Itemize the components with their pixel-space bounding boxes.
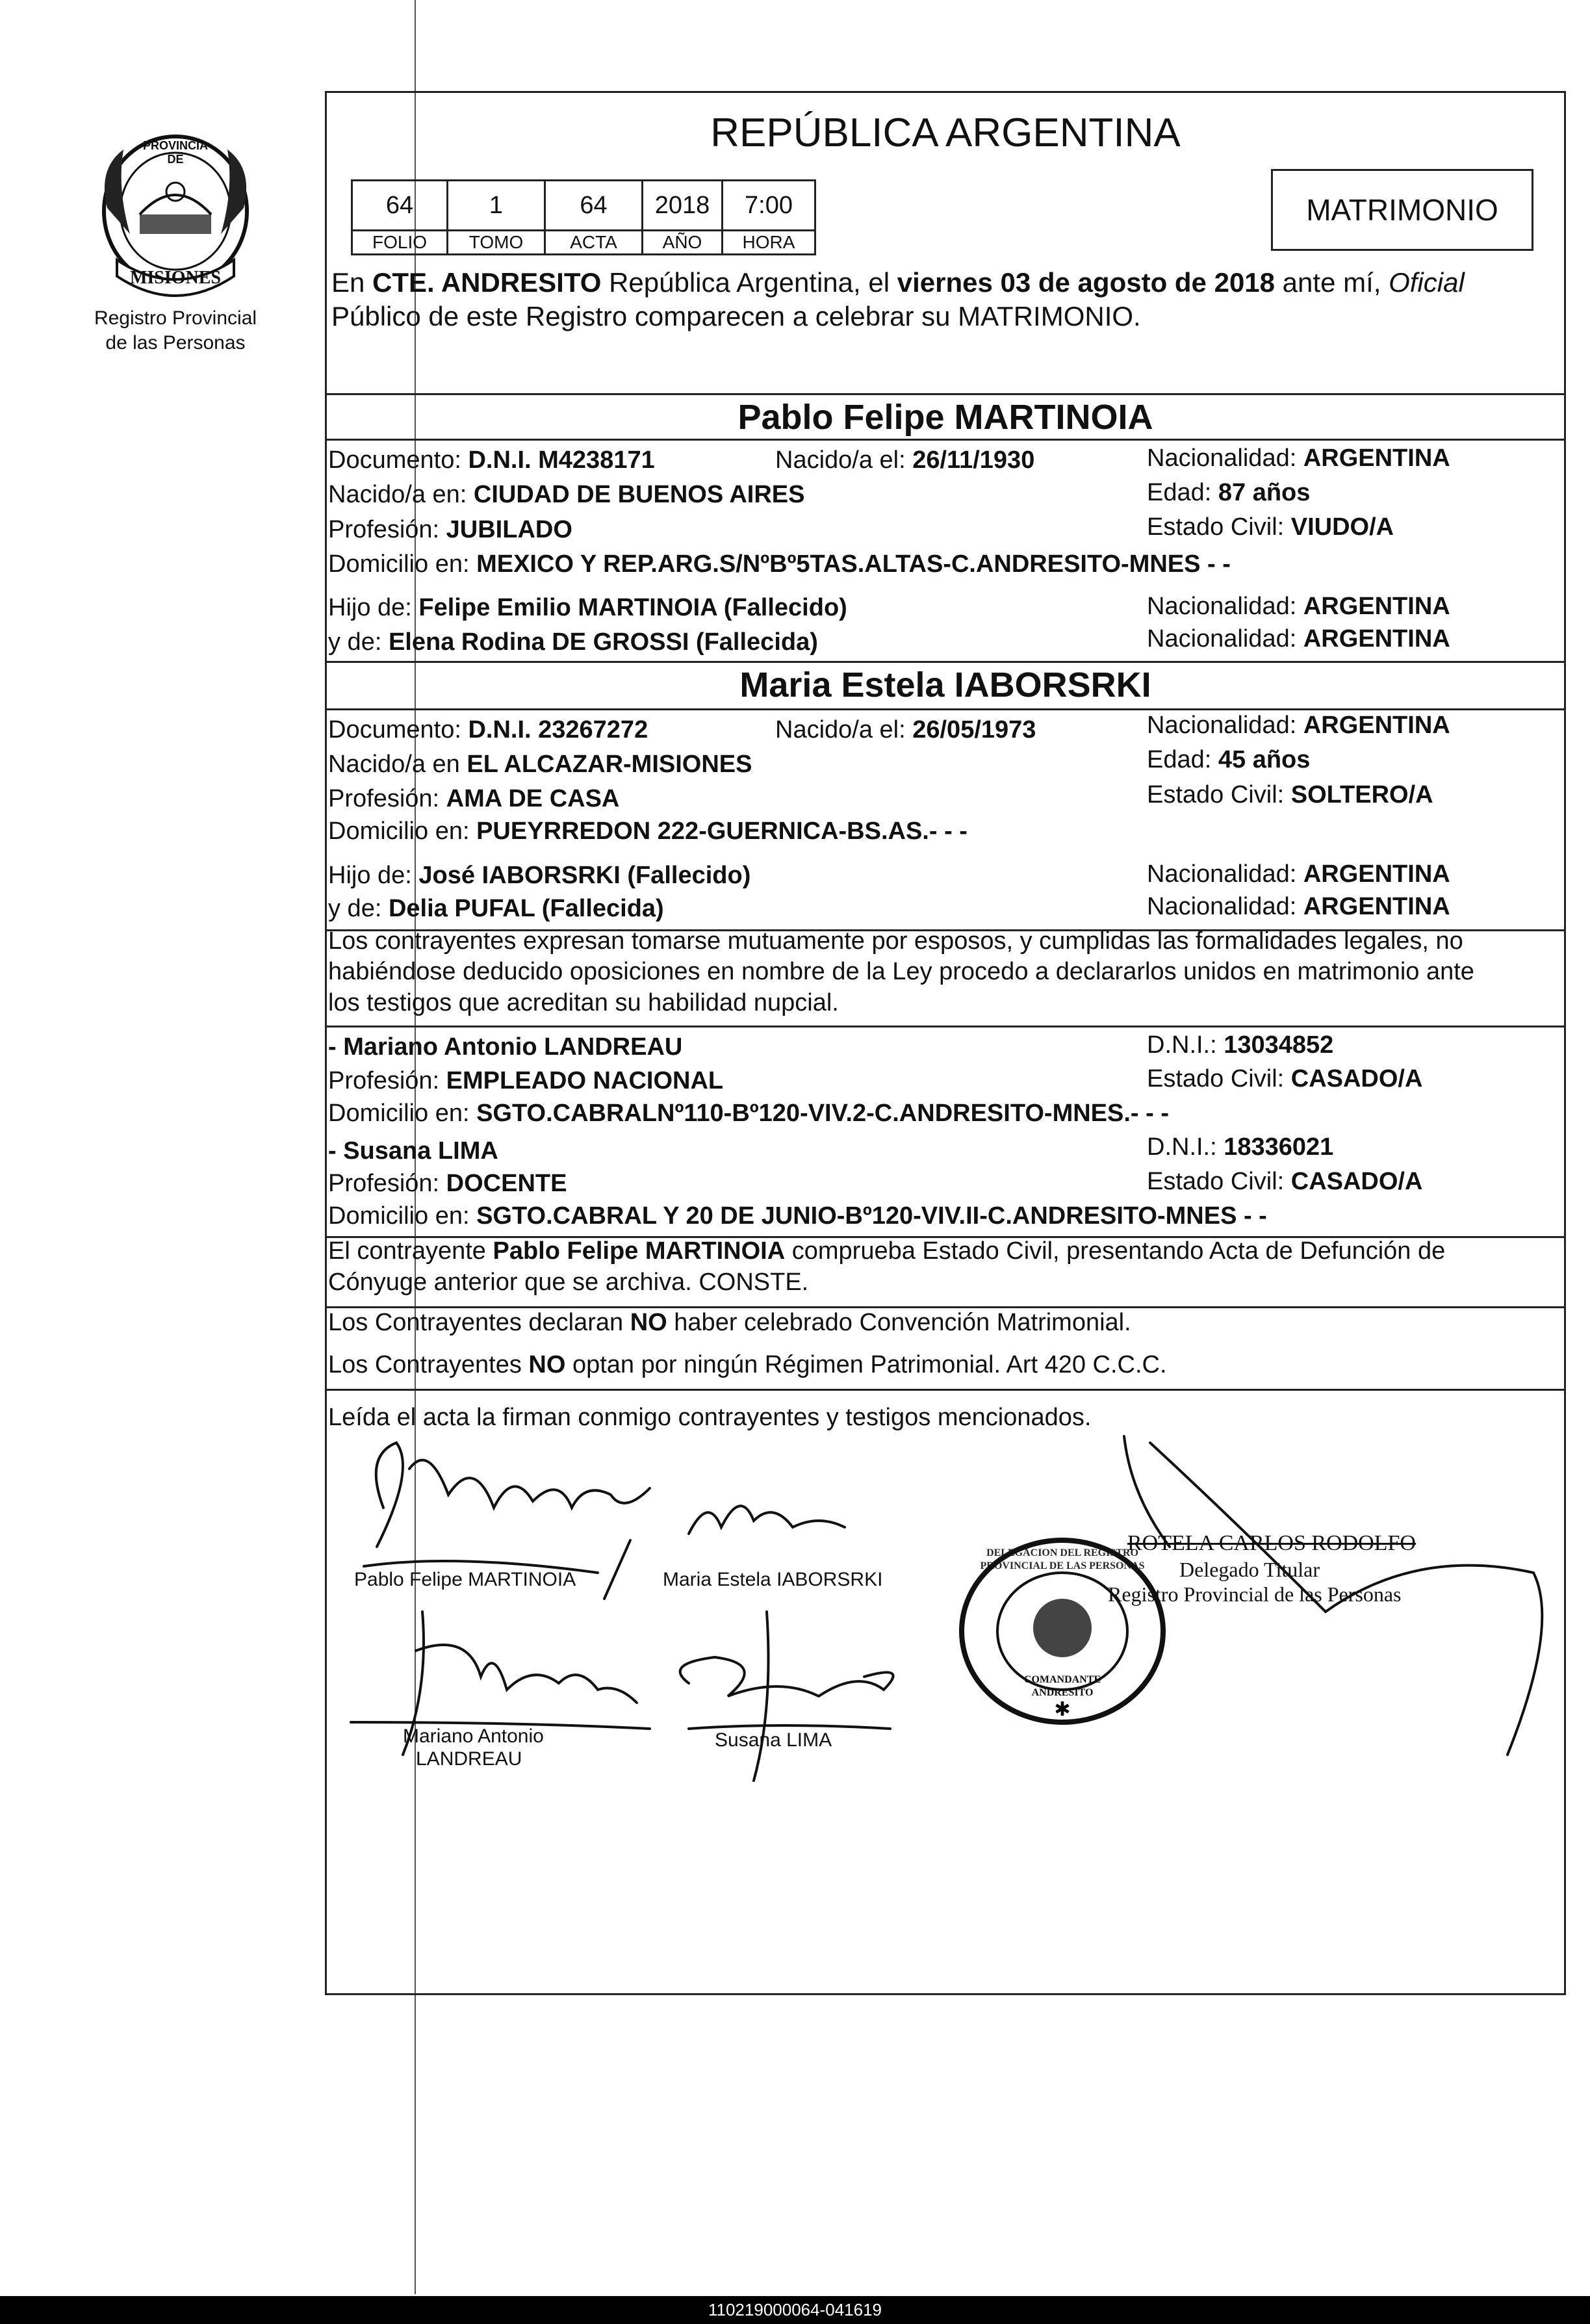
bride-father: Hijo de: José IABORSRKI (Fallecido) [328, 862, 751, 889]
groom-name: Pablo Felipe MARTINOIA [737, 398, 1153, 437]
registry-name-line2: de las Personas [105, 332, 246, 354]
groom-signature-label: Pablo Felipe MARTINOIA [354, 1569, 576, 1590]
groom-address: Domicilio en: MEXICO Y REP.ARG.S/NºBº5TAS.ALTAS-C.ANDRESITO-MNES - - [328, 550, 1231, 578]
official-title: Delegado Titular [1179, 1558, 1320, 1581]
groom-born-in: Nacido/a en: CIUDAD DE BUENOS AIRES [328, 481, 805, 508]
handwritten-signatures [325, 1417, 1559, 1846]
witness2-profession: Profesión: DOCENTE [328, 1170, 567, 1197]
bride-signature-label: Maria Estela IABORSRKI [663, 1569, 883, 1590]
bride-civil-status: Estado Civil: SOLTERO/A [1147, 781, 1433, 808]
witness2-signature-label: Susana LIMA [715, 1729, 832, 1751]
bride-father-nationality: Nacionalidad: ARGENTINA [1147, 860, 1450, 888]
declaration-line3: los testigos que acreditan su habilidad nupcial. [328, 989, 839, 1016]
witness1-profession: Profesión: EMPLEADO NACIONAL [328, 1067, 724, 1094]
civil-status-note-line2: Cónyuge anterior que se archiva. CONSTE. [328, 1269, 809, 1296]
hora-label: HORA [721, 229, 816, 255]
intro-date: viernes 03 de agosto de 2018 [897, 267, 1276, 298]
bride-profession: Profesión: AMA DE CASA [328, 785, 620, 812]
regime-line2: Los Contrayentes NO optan por ningún Régimen Patrimonial. Art 420 C.C.C. [328, 1351, 1167, 1378]
divider [325, 439, 1566, 441]
intro-text: Oficial [1389, 267, 1465, 298]
groom-nationality: Nacionalidad: ARGENTINA [1147, 445, 1450, 472]
divider [325, 393, 1566, 395]
groom-doc: Documento: D.N.I. M4238171 [328, 446, 655, 474]
divider [325, 1026, 1566, 1027]
groom-age: Edad: 87 años [1147, 479, 1311, 506]
acta-label: ACTA [544, 229, 643, 255]
witness2-name: - Susana LIMA [328, 1137, 498, 1165]
bride-name: Maria Estela IABORSRKI [739, 665, 1151, 704]
witness1-civil-status: Estado Civil: CASADO/A [1147, 1065, 1423, 1092]
divider [325, 661, 1566, 663]
bride-mother: y de: Delia PUFAL (Fallecida) [328, 895, 664, 922]
witness2-civil-status: Estado Civil: CASADO/A [1147, 1168, 1423, 1195]
ano-label: AÑO [641, 229, 723, 255]
witness1-signature-label-2: LANDREAU [416, 1748, 522, 1770]
witness1-dni: D.N.I.: 13034852 [1147, 1031, 1334, 1059]
intro-text: República Argentina, el [601, 267, 897, 298]
groom-father: Hijo de: Felipe Emilio MARTINOIA (Fallecido) [328, 594, 847, 621]
witness1-name: - Mariano Antonio LANDREAU [328, 1033, 683, 1061]
bride-address: Domicilio en: PUEYRREDON 222-GUERNICA-BS.AS.- - - [328, 818, 968, 845]
bride-doc: Documento: D.N.I. 23267272 [328, 716, 648, 743]
bride-born-on: Nacido/a el: 26/05/1973 [775, 716, 1036, 743]
hora-value: 7:00 [721, 179, 816, 231]
bride-nationality: Nacionalidad: ARGENTINA [1147, 712, 1450, 739]
witness1-address: Domicilio en: SGTO.CABRALNº110-Bº120-VIV.2-C.ANDRESITO-MNES.- - - [328, 1100, 1169, 1127]
tomo-label: TOMO [446, 229, 546, 255]
document-id-footer: 110219000064-041619 [0, 2296, 1590, 2324]
groom-father-nationality: Nacionalidad: ARGENTINA [1147, 593, 1450, 620]
bride-age: Edad: 45 años [1147, 746, 1311, 773]
groom-civil-status: Estado Civil: VIUDO/A [1147, 513, 1394, 541]
witness2-dni: D.N.I.: 18336021 [1147, 1133, 1334, 1161]
tomo-value: 1 [446, 179, 546, 231]
intro-line2: Público de este Registro comparecen a celebrar su MATRIMONIO. [331, 301, 1141, 331]
witness1-signature-label-1: Mariano Antonio [403, 1725, 544, 1747]
record-type-box: MATRIMONIO [1271, 169, 1533, 251]
intro-text: ante mí, [1275, 267, 1389, 298]
acta-value: 64 [544, 179, 643, 231]
page-title: REPÚBLICA ARGENTINA [710, 110, 1181, 155]
groom-born-on: Nacido/a el: 26/11/1930 [775, 446, 1035, 474]
logo-bottom-text: MISIONES [129, 268, 222, 288]
seal-ring-text: DELEGACION DEL REGISTRO PROVINCIAL DE LAS PERSONAS [980, 1547, 1145, 1571]
seal-inner-text: COMANDANTE ANDRESITO [1023, 1674, 1101, 1698]
ano-value: 2018 [641, 179, 723, 231]
groom-mother: y de: Elena Rodina DE GROSSI (Fallecida) [328, 628, 818, 656]
official-seal [955, 1534, 1170, 1729]
folio-label: FOLIO [351, 229, 448, 255]
intro-place: CTE. ANDRESITO [372, 267, 602, 298]
svg-text:✱: ✱ [1054, 1698, 1071, 1721]
civil-status-note-line1: El contrayente Pablo Felipe MARTINOIA comprueba Estado Civil, presentando Acta de Defunción de [328, 1237, 1446, 1265]
regime-line1: Los Contrayentes declaran NO haber celebrado Convención Matrimonial. [328, 1309, 1131, 1336]
official-org: Registro Provincial de las Personas [1108, 1582, 1402, 1606]
groom-mother-nationality: Nacionalidad: ARGENTINA [1147, 625, 1450, 652]
bride-mother-nationality: Nacionalidad: ARGENTINA [1147, 893, 1450, 920]
witness2-address: Domicilio en: SGTO.CABRAL Y 20 DE JUNIO-Bº120-VIV.II-C.ANDRESITO-MNES - - [328, 1202, 1267, 1230]
divider [325, 1389, 1566, 1391]
registry-logo [78, 130, 273, 299]
folio-value: 64 [351, 179, 448, 231]
groom-profession: Profesión: JUBILADO [328, 516, 572, 543]
declaration-line1: Los contrayentes expresan tomarse mutuamente por esposos, y cumplidas las formalidades legales, no [328, 927, 1463, 955]
logo-top-text: PROVINCIA DE [142, 139, 208, 166]
declaration-line2: habiéndose deducido oposiciones en nombre de la Ley procedo a declararlos unidos en matrimonio ante [328, 958, 1474, 985]
closing-statement: Leída el acta la firman conmigo contrayentes y testigos mencionados. [328, 1404, 1092, 1431]
intro-text: En [331, 267, 373, 298]
intro-line1 [331, 266, 1465, 299]
bride-born-in: Nacido/a en EL ALCAZAR-MISIONES [328, 751, 752, 778]
registry-name-line1: Registro Provincial [94, 307, 257, 329]
official-name: ROTELA CARLOS RODOLFO [1127, 1531, 1416, 1555]
